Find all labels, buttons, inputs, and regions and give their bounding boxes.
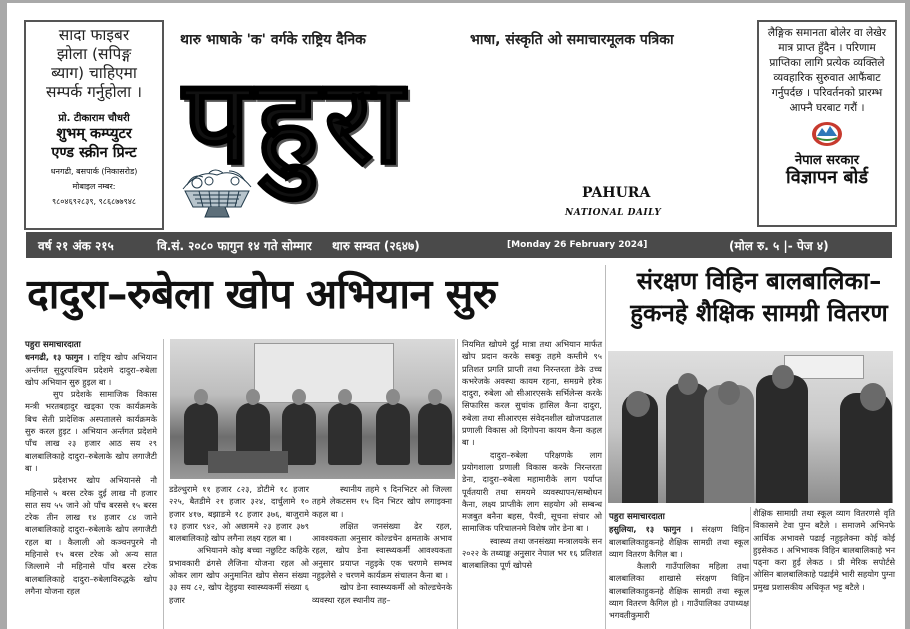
newspaper-page xyxy=(7,3,905,629)
masthead-name-english: PAHURA xyxy=(582,185,651,201)
ad-mobile-numbers: ९८०४६९२८३९, ९८६८७७९४८ xyxy=(51,197,137,206)
column-divider xyxy=(605,265,606,629)
photo-person xyxy=(756,375,808,503)
english-date: [Monday 26 February 2024] xyxy=(507,240,648,250)
main-story-column-4 xyxy=(462,338,602,572)
ad-proprietor: प्रो. टीकाराम चौधरी xyxy=(58,113,130,124)
photo-banner xyxy=(254,343,394,403)
ad-headline-line: सादा फाइबर xyxy=(58,26,130,44)
column-divider xyxy=(163,339,164,629)
story-paragraph: स्थानीय तहमे ९ दिनभिटर ओ जिल्ला तहमे लेकटसम १५ दिन भिटर खोप लगाइक्ना कहल बा । xyxy=(312,484,452,519)
story-paragraph: डडेल्धुरामे ११ हजार ८२३, डोटीमे १८ हजार २२५, बैतडीमे २१ हजार ३२४, दार्चुलामे १० हजार ४१७, बझाङमे १८ हजार ३७६, बाजुरामे १३ हजार ९४२, ओ अछाममे २३ हजार ३७९ बालबालिकाहे खोप लगैना लक्ष्य रहल बा । xyxy=(169,484,309,544)
masthead-tagline-right: भाषा, संस्कृति ओ समाचारमूलक पत्रिका xyxy=(470,32,674,48)
byline: पहुरा समाचारदाता xyxy=(609,512,665,522)
dateline: हसुलिया, १३ फागुन । xyxy=(609,524,693,535)
photo-person-head xyxy=(718,381,740,405)
advertisement-left xyxy=(24,20,164,230)
story-paragraph: कैलारी गाउँपालिका महिला तथा बालबालिका शाखासे संरक्षण विहिन बालबालिकाहुकनहे शैक्षिक सामग्री तथा स्कूल व्याग वितरण कैगिल हो । गाउँपालिका उपाध्यक्ष भगवतीकुमारी xyxy=(609,561,749,621)
photo-person xyxy=(328,403,362,465)
story-paragraph: नियमित खोपमे दुई मात्रा तथा अभियान मार्फत खोप प्रदान करके सबकु तहमे कम्तीमे ९५ प्रतिशत प्रगति प्राप्ती तथा निरन्तरता डेके उच्च कभरेजके अवस्था कायम रहना, समग्रमे हरेक दादुरा, रुबेला ओ सीआरएसके सर्भिलेन्स करके सिफारिस करल सुचांक हासिल कैना दादुरा, रुबेला तथा सीआरएस संवेदनशील खोजपडताल प्रणाली विकास ओ दिगोपना कायम कैना कहल बा । xyxy=(462,339,602,448)
ad-board-label: विज्ञापन बोर्ड xyxy=(786,167,868,188)
side-headline: संरक्षण विहिन बालबालिका–हुकनहे शैक्षिक सामग्री वितरण xyxy=(630,267,888,327)
logo-text: पहुरा xyxy=(183,51,410,190)
advertisement-right xyxy=(757,20,897,227)
photo-person-head xyxy=(860,383,886,411)
main-headline: दादुरा–रुबेला खोप अभियान सुरु xyxy=(27,270,497,318)
photo-person-head xyxy=(338,389,352,405)
photo-person-head xyxy=(428,389,442,405)
photo-person-head xyxy=(678,373,698,395)
photo-person xyxy=(840,393,892,503)
story-paragraph: स्वास्थ्य तथा जनसंख्या मन्त्रालयके सन २०२२ के तथ्याङ्क अनुसार नेपाल भर १६ प्रतिशत बालबालिका पूर्ण खोपसे xyxy=(462,535,602,571)
main-story-column-2 xyxy=(169,483,309,606)
newspaper-logo xyxy=(183,51,743,190)
basket-emblem-icon xyxy=(179,165,255,223)
page-edge xyxy=(905,0,910,629)
photo-table xyxy=(208,451,288,473)
photo-person-head xyxy=(292,389,306,405)
ad-headline-line: सम्पर्क गर्नुहोला । xyxy=(46,83,142,101)
byline: पहुरा समाचारदाता xyxy=(25,340,81,350)
price-page: (मोल रु. ५ |- पेज ४) xyxy=(729,238,829,253)
main-story-column-1 xyxy=(25,339,157,597)
ad-shop-name: शुभम् कम्प्युटर xyxy=(56,126,132,142)
story-paragraph: सुप प्रदेशके सामाजिक विकास मन्त्री भरतबहादुर खड्का एक कार्यक्रमके बिच सेती प्रादेशिक अस्पतालसे कार्यक्रमके सुरु करल हुइट । अभियान अर्न्तगत प्रदेशमे पाँच लाख २३ हजार आठ सय २९ बालबालिकाहे दादुरा–रुबेलाके खोप लगाजैटी बा । xyxy=(25,389,157,473)
story-paragraph: प्रदेशभर खोप अभियानसे नौ महिनासे ५ बरस टरेक दुई लाख नौ हजार सात सय ५५ जाने ओ पाँच बरससे १५ बरस टरेक तीन लाख १४ हजार ८४ जाने बालबालिकाहे दादुरा–रुबेलाके खोप लगाजैटी रहल बा । कैलाली ओ कञ्चनपुरमे नौ महिनासे १५ बरस टरेक ओ अन्य सात जिल्लामे नौ महिनासे पाँच बरस टरेक बालबालिकाहे दादुरा–रुबेलाविरुद्धके खोप लगैना योजना रहल xyxy=(25,475,157,596)
main-story-photo xyxy=(170,339,455,479)
side-story-photo xyxy=(608,351,893,503)
photo-person-head xyxy=(246,389,260,405)
photo-person xyxy=(418,403,452,465)
ad-shop-name: एण्ड स्क्रीन प्रिन्ट xyxy=(51,145,137,161)
photo-person-head xyxy=(772,365,794,389)
story-paragraph: शैक्षिक सामाग्री तथा स्कूल व्याग वितरणसे वृति विकासमे टेवा पुग्न बटैले । समाजमे अभिनफे आर्थिक अभावसे पढाई नहुइलेक्ना कोई कोई हुइसेकठ । अभिभावक विहिन बालबालिकाहे भन पढ्ना करा हुई लेकठ । प्री मेरिक सपोर्टसे ओसिन बालबालिकाहे पढाईमे भारी सहयोग पुग्ना प्रमुख प्रशासकीय अधिकृत भट्ट बटैले । xyxy=(753,508,895,592)
story-paragraph: खोप डेना स्वास्थ्यकर्मी ओ कोल्डचेनके व्यवस्था रहल स्थानीय तह– xyxy=(312,582,452,605)
ad-address: धनगढी, बसपार्क (निकासरोड) xyxy=(50,167,138,176)
bs-date: वि.सं. २०८० फागुन १४ गते सोम्मार xyxy=(157,238,312,253)
masthead-subtitle-english: NATIONAL DAILY xyxy=(565,208,662,218)
dateline: धनगढी, १३ फागुन । xyxy=(25,352,90,363)
ad-message: लैङ्गिक समानता बोलेर वा लेखेर मात्र प्राप्त हुँदैन । परिणाम प्राप्तिका लागि प्रत्येक व्यक्तिले व्यवहारिक सुरुवात आफैंबाट गर्नुपर्दछ । परिवर्तनको प्रारम्भ आफ्नै घरबाट गरौं । xyxy=(767,27,887,114)
column-divider xyxy=(750,507,751,629)
issue-number: वर्ष २१ अंक २१५ xyxy=(38,238,114,253)
story-paragraph: दादुरा–रुबेला परिक्षणके लाग प्रयोगशाला प्रणाली विकास करके निरन्तरता डेना, दादुरा–रुबेला महामारीके लाग पर्याप्त पूर्वतयारी तथा समयमे व्यवस्थापन/सम्बोधन कैना, लक्ष्य प्राप्तीके लाग सहयोग ओ सम्बन्ध मजबुत बनैना बहस, पैरवी, सूचना संचार ओ सामाजिक परिचालनमे विशेष जोर डेना बा । xyxy=(462,449,602,534)
ad-headline-line: झोला (सपिङ्ग xyxy=(56,45,132,63)
date-bar xyxy=(26,232,892,258)
story-paragraph: संरक्षण विहिन बालबालिकाहुकनहे शैक्षिक सामग्री तथा स्कूल व्याग वितरण कैगिल बा । xyxy=(609,524,749,559)
nepal-government-emblem-icon xyxy=(810,120,844,148)
tharu-year: थारु सम्वत (२६४७) xyxy=(332,238,420,253)
story-paragraph: लक्षित जनसंख्या ढेर रहल, आवश्यकता अनुसार कोल्डचेन क्षमताके अभाव रहल, खोप डेना स्वास्थ्यकर्मी आवश्यकता अनुसार प्रयाप्त नहुइके एक चरणमे सम्भव नहुइलेसे २ चरणमे कार्यक्रम संचालन कैना बा । xyxy=(312,520,452,581)
side-story-column-2 xyxy=(753,507,895,593)
ad-headline-line: ब्याग) चाहिएमा xyxy=(51,64,137,82)
side-story-column-1 xyxy=(609,511,749,622)
story-paragraph: अभियानमे कोइ बच्चा नछुटिट कहिके प्रभावकारी ढंगसे लैजिना योजना रहल ओ ओकर लाग खोप अनुमानित खोप सेसन संख्या ३३ सय ८२, खोप देहुइया स्वास्थ्यकर्मी संख्या ६ हजार xyxy=(169,545,309,605)
main-story-column-3 xyxy=(312,483,452,606)
photo-person xyxy=(376,403,410,465)
photo-person-head xyxy=(626,391,650,417)
photo-person-head xyxy=(194,389,208,405)
column-divider xyxy=(457,339,458,629)
ad-government-label: नेपाल सरकार xyxy=(794,153,860,168)
ad-mobile-label: मोबाइल नम्बर: xyxy=(72,182,116,191)
story-paragraph: राष्ट्रिय खोप अभियान अर्न्तगत सुदुरपश्चिम प्रदेशमे दादुरा–रुबेला खोप अभियान सुरु हुइल बा । xyxy=(25,352,158,387)
photo-person-head xyxy=(386,389,400,405)
masthead-tagline-left: थारु भाषाके 'क' वर्गके राष्ट्रिय दैनिक xyxy=(180,32,366,48)
